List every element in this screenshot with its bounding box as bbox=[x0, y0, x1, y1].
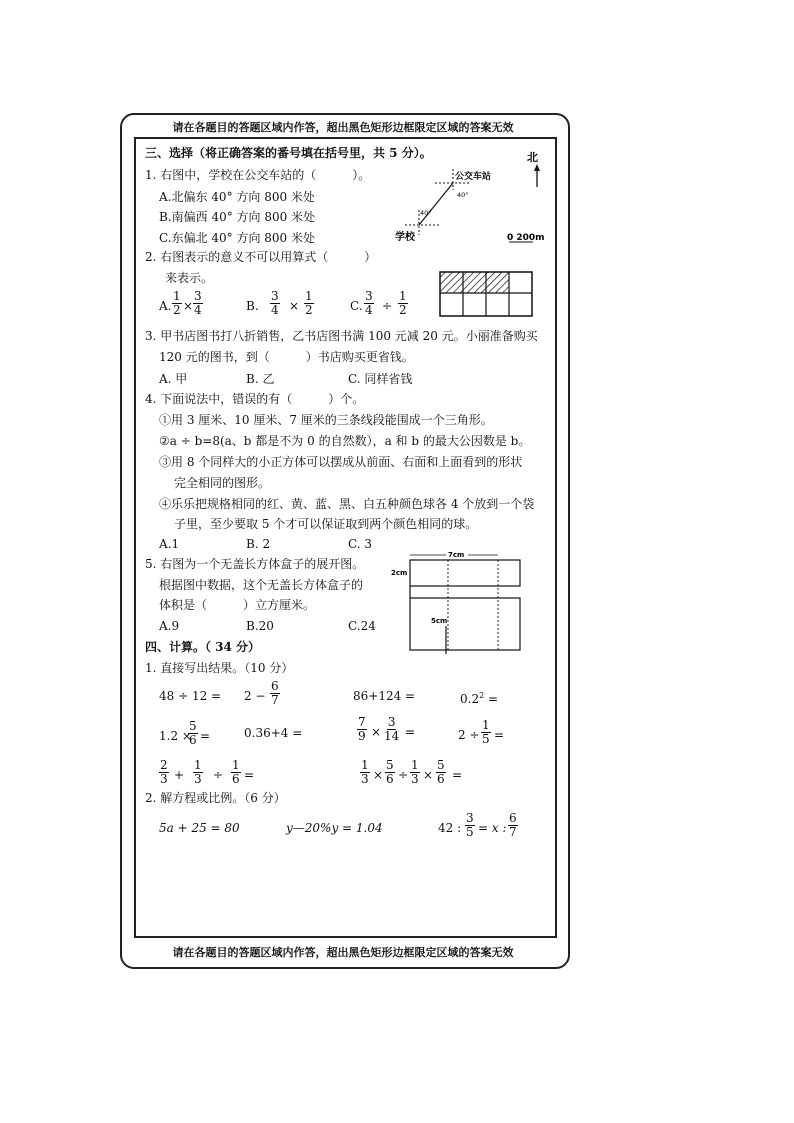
q2-a-fraction-1: $\frac{1}{2}$ bbox=[173, 289, 181, 317]
expr-5-equals: = bbox=[200, 729, 211, 743]
q5-line2: 根据图中数据，这个无盖长方体盒子的 bbox=[159, 578, 364, 592]
q4-option-a: A.1 bbox=[159, 537, 180, 551]
school-label: 学校 bbox=[395, 232, 415, 243]
expr-9-fraction-1: $\frac{2}{3}$ bbox=[160, 758, 168, 786]
equation-2: y—20%y = 1.04 bbox=[286, 821, 383, 835]
q5-option-c: C.24 bbox=[348, 619, 376, 633]
expr-9-fraction-3: $\frac{1}{6}$ bbox=[232, 758, 240, 786]
expr-10-fraction-4: $\frac{5}{6}$ bbox=[437, 758, 445, 786]
q2-option-a-label: A. bbox=[159, 299, 172, 313]
expr-10-fraction-3: $\frac{1}{3}$ bbox=[411, 758, 419, 786]
q2-b-fraction-2: $\frac{1}{2}$ bbox=[305, 289, 313, 317]
expr-9-operator-2: ÷ bbox=[213, 768, 224, 782]
scale-label: 0 200m bbox=[507, 233, 545, 243]
notice-top: 请在各题目的答题区域内作答，超出黑色矩形边框限定区域的答案无效 bbox=[172, 121, 514, 134]
q3-line2: 120 元的图书，到（ ）书店购买更省钱。 bbox=[159, 350, 414, 364]
q2-option-b-label: B. bbox=[246, 299, 259, 313]
expr-2-fraction: $\frac{6}{7}$ bbox=[271, 679, 279, 707]
equation-3-fraction-1: $\frac{3}{5}$ bbox=[466, 811, 474, 839]
north-arrow-head-icon bbox=[534, 164, 540, 171]
part2-title: 2. 解方程或比例。（6 分） bbox=[145, 791, 286, 805]
q4-statement-1: ①用 3 厘米、10 厘米、7 厘米的三条线段能围成一个三角形。 bbox=[159, 413, 493, 427]
section3-title: 三、选择（将正确答案的番号填在括号里，共 5 分）。 bbox=[145, 146, 432, 160]
q2-fraction-grid bbox=[439, 271, 534, 317]
q1-option-a: A.北偏东 40° 方向 800 米处 bbox=[159, 190, 315, 204]
q2-a-operator: × bbox=[183, 299, 194, 313]
q1-option-c: C.东偏北 40° 方向 800 米处 bbox=[159, 231, 316, 245]
q4-stem: 4. 下面说法中，错误的有（ ）个。 bbox=[145, 392, 365, 406]
q5-option-b: B.20 bbox=[246, 619, 274, 633]
expr-2-prefix: 2 − bbox=[244, 689, 266, 703]
expr-7-fraction-2: $\frac{3}{14}$ bbox=[384, 715, 400, 743]
expr-4: $0.2^2$ = bbox=[460, 691, 499, 706]
q4-option-b: B. 2 bbox=[246, 537, 271, 551]
q1-option-b: B.南偏西 40° 方向 800 米处 bbox=[159, 210, 316, 224]
q2-c-fraction-2: $\frac{1}{2}$ bbox=[399, 289, 407, 317]
expr-10-equals: = bbox=[452, 768, 463, 782]
net-top-strip bbox=[410, 560, 520, 586]
shaded-region bbox=[440, 272, 509, 293]
angle-bottom-label: 40° bbox=[420, 209, 432, 217]
north-label: 北 bbox=[527, 151, 538, 164]
dim-height-label: 5cm bbox=[431, 617, 448, 625]
equation-3-prefix: 42 : bbox=[438, 821, 462, 835]
q4-statement-2: ②a ÷ b=8(a、b 都是不为 0 的自然数），a 和 b 的最大公因数是 b。 bbox=[159, 434, 531, 448]
expr-9-fraction-2: $\frac{1}{3}$ bbox=[194, 758, 202, 786]
q4-statement-3a: ③用 8 个同样大的小正方体可以摆成从前面、右面和上面看到的形状 bbox=[159, 455, 523, 469]
q3-option-c: C. 同样省钱 bbox=[348, 372, 413, 386]
expr-9-operator-1: + bbox=[174, 768, 185, 782]
expr-10-operator-1: × bbox=[373, 768, 384, 782]
equation-3-fraction-2: $\frac{6}{7}$ bbox=[509, 811, 517, 839]
expr-8-prefix: 2 ÷ bbox=[458, 728, 480, 742]
expr-8-equals: = bbox=[494, 728, 505, 742]
q3-option-a: A. 甲 bbox=[159, 372, 188, 386]
expr-10-operator-3: × bbox=[423, 768, 434, 782]
expr-10-fraction-1: $\frac{1}{3}$ bbox=[361, 758, 369, 786]
angle-top-label: 40° bbox=[457, 191, 469, 199]
expr-1: 48 ÷ 12 = bbox=[159, 689, 222, 703]
equation-3-middle: = x : bbox=[478, 821, 507, 835]
expr-7-fraction-1: $\frac{7}{9}$ bbox=[358, 715, 366, 743]
q3-line1: 3. 甲书店图书打八折销售，乙书店图书满 100 元减 20 元。小丽准备购买 bbox=[145, 329, 538, 343]
q2-c-fraction-1: $\frac{3}{4}$ bbox=[365, 289, 373, 317]
expr-10-fraction-2: $\frac{5}{6}$ bbox=[386, 758, 394, 786]
part1-title: 1. 直接写出结果。（10 分） bbox=[145, 661, 294, 675]
q5-line3: 体积是（ ）立方厘米。 bbox=[159, 598, 316, 612]
q4-option-c: C. 3 bbox=[348, 537, 373, 551]
q5-option-a: A.9 bbox=[159, 619, 180, 633]
expr-7-operator: × bbox=[371, 725, 382, 739]
route-line bbox=[419, 183, 453, 225]
q2-option-c-label: C. bbox=[350, 299, 363, 313]
expr-7-equals: = bbox=[405, 725, 416, 739]
section4-title: 四、计算。（ 34 分） bbox=[145, 640, 261, 654]
q2-b-operator: × bbox=[289, 299, 300, 313]
dim-top-label: 7cm bbox=[448, 551, 465, 559]
expr-8-fraction: $\frac{1}{5}$ bbox=[482, 718, 490, 746]
expr-9-equals: = bbox=[244, 768, 255, 782]
q1-stem: 1. 右图中，学校在公交车站的（ ）。 bbox=[145, 168, 371, 182]
q4-statement-4a: ④乐乐把规格相同的红、黄、蓝、黑、白五种颜色球各 4 个放到一个袋 bbox=[159, 497, 535, 511]
equation-1: 5a + 25 = 80 bbox=[159, 821, 240, 835]
bus-stop-label: 公交车站 bbox=[455, 172, 492, 182]
q5-box-net-diagram bbox=[388, 548, 548, 658]
notice-bottom: 请在各题目的答题区域内作答，超出黑色矩形边框限定区域的答案无效 bbox=[172, 946, 514, 959]
expr-10-operator-2: ÷ bbox=[398, 768, 409, 782]
expr-6: 0.36+4 = bbox=[244, 726, 303, 740]
expr-5-fraction: $\frac{5}{6}$ bbox=[189, 719, 197, 747]
expr-3: 86+124 = bbox=[353, 689, 416, 703]
q2-stem: 2. 右图表示的意义不可以用算式（ ） bbox=[145, 250, 377, 264]
q2-b-fraction-1: $\frac{3}{4}$ bbox=[271, 289, 279, 317]
q4-statement-3b: 完全相同的图形。 bbox=[174, 476, 271, 490]
q2-stem-cont: 来表示。 bbox=[165, 271, 214, 285]
q3-option-b: B. 乙 bbox=[246, 372, 275, 386]
expr-5-prefix: 1.2 × bbox=[159, 729, 192, 743]
dim-left-label: 2cm bbox=[391, 569, 408, 577]
q4-statement-4b: 子里，至少要取 5 个才可以保证取到两个颜色相同的球。 bbox=[174, 517, 478, 531]
q2-c-operator: ÷ bbox=[382, 299, 393, 313]
q2-a-fraction-2: $\frac{3}{4}$ bbox=[194, 289, 202, 317]
q1-direction-map bbox=[385, 145, 550, 250]
q5-line1: 5. 右图为一个无盖长方体盒子的展开图。 bbox=[145, 557, 365, 571]
net-side-strip bbox=[410, 598, 520, 650]
